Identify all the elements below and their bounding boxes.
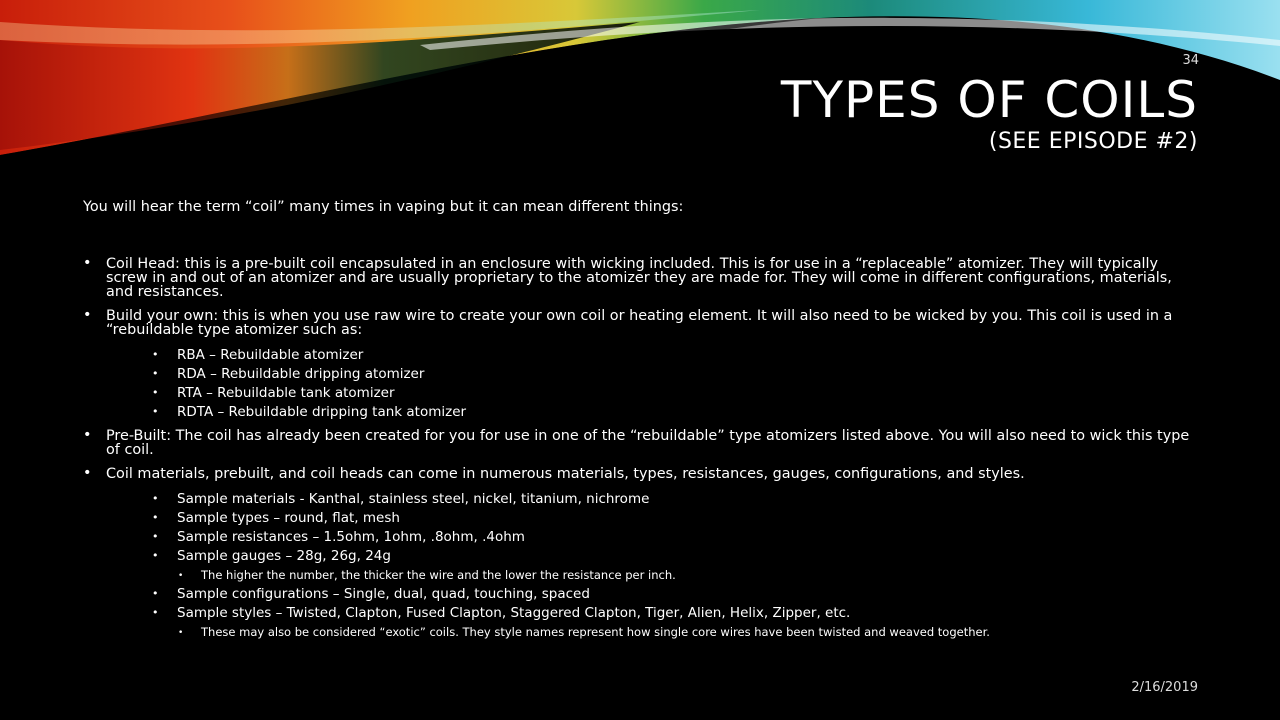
sub-bullet-configurations: • Sample configurations – Single, dual, quad, touching, spaced xyxy=(106,587,1201,601)
slide-number: 34 xyxy=(1182,53,1199,68)
sub-sub-bullet-gauge-note: • The higher the number, the thicker the wire and the lower the resistance per inch. xyxy=(106,569,1201,582)
bullet-pre-built xyxy=(83,429,1201,457)
sub-bullet-types: • Sample types – round, flat, mesh xyxy=(106,511,1201,525)
slide-title: TYPES OF COILS xyxy=(780,71,1198,129)
sub-bullet-list xyxy=(106,492,1201,639)
sub-bullet-materials: • Sample materials - Kanthal, stainless steel, nickel, titanium, nichrome xyxy=(106,492,1201,506)
slide-subtitle: (SEE EPISODE #2) xyxy=(988,129,1198,154)
sub-bullet-rta: • RTA – Rebuildable tank atomizer xyxy=(106,386,1201,400)
sub-bullet-text: Sample styles – Twisted, Clapton, Fused Clapton, Staggered Clapton, Tiger, Alien, Helix, Zipper, etc. xyxy=(177,605,851,621)
slide-body xyxy=(83,200,1201,649)
sub-bullet-rda: • RDA – Rebuildable dripping atomizer xyxy=(106,367,1201,381)
bullet-text: Coil materials, prebuilt, and coil heads can come in numerous materials, types, resistances, gauges, configurations, and styles. xyxy=(106,466,1025,482)
sub-bullet-resistances: • Sample resistances – 1.5ohm, 1ohm, .8ohm, .4ohm xyxy=(106,530,1201,544)
slide-date: 2/16/2019 xyxy=(1131,680,1198,695)
sub-bullet-gauges xyxy=(106,549,1201,582)
sub-bullet-list xyxy=(106,348,1201,419)
bullet-text: Coil Head: this is a pre-built coil encapsulated in an enclosure with wicking included. This is for use in a “replaceable” atomizer. They will typically screw in and out of an atomizer and are usually proprietary to the atomizer they are made for. They will come in different configurations, materials, and resistances. xyxy=(106,256,1172,300)
sub-bullet-rdta: • RDTA – Rebuildable dripping tank atomizer xyxy=(106,405,1201,419)
bullet-build-your-own xyxy=(83,309,1201,419)
sub-bullet-styles xyxy=(106,606,1201,639)
bullet-coil-materials xyxy=(83,467,1201,639)
bullet-text: Build your own: this is when you use raw wire to create your own coil or heating element. It will also need to be wicked by you. This coil is used in a “rebuildable type atomizer such as: xyxy=(106,308,1173,338)
sub-sub-bullet-exotic-note: • These may also be considered “exotic” coils. They style names represent how single core wires have been twisted and weaved together. xyxy=(106,626,1201,639)
bullet-coil-head xyxy=(83,257,1201,299)
sub-bullet-text: Sample gauges – 28g, 26g, 24g xyxy=(177,548,391,564)
bullet-text: Pre-Built: The coil has already been created for you for use in one of the “rebuildable” type atomizers listed above. You will also need to wick this type of coil. xyxy=(106,428,1190,458)
bullet-list xyxy=(83,257,1201,639)
sub-bullet-rba: • RBA – Rebuildable atomizer xyxy=(106,348,1201,362)
sub-sub-bullet-list xyxy=(177,626,1201,639)
intro-text: You will hear the term “coil” many times in vaping but it can mean different things: xyxy=(83,199,684,215)
sub-sub-bullet-list xyxy=(177,569,1201,582)
